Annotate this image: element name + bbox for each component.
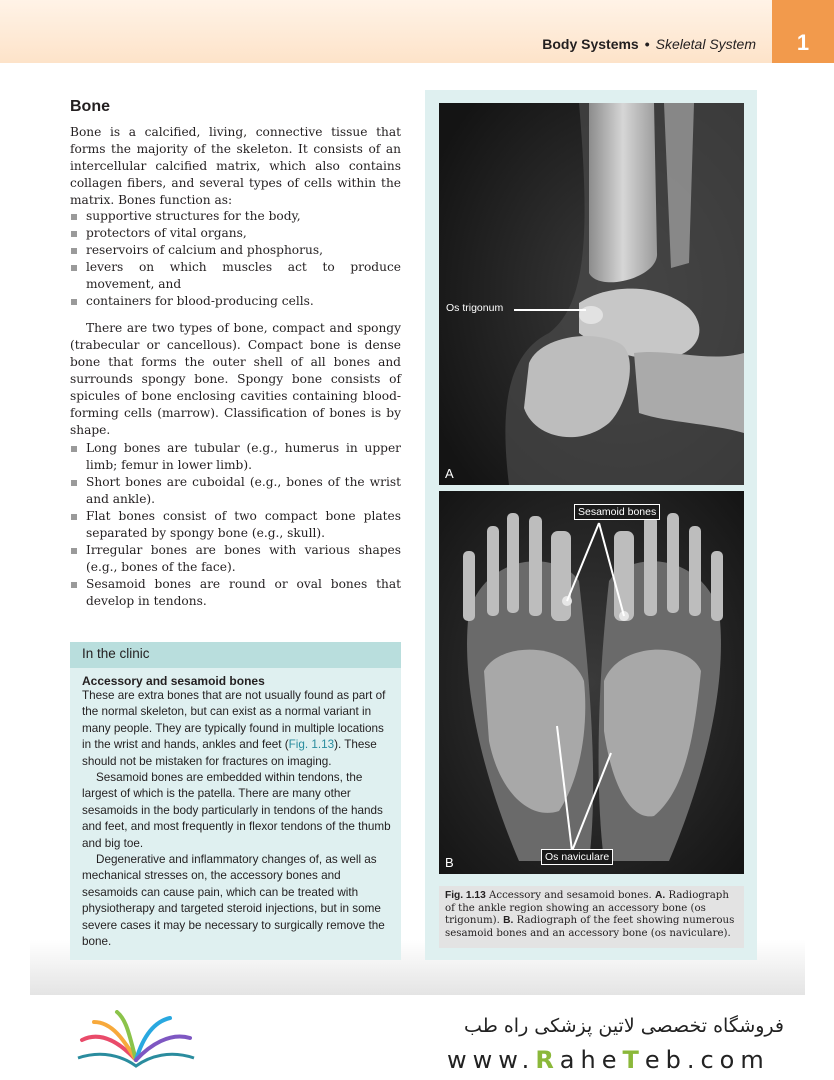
panel-b-label: B <box>445 855 454 870</box>
clinic-paragraph-1 <box>82 688 391 770</box>
list-item: Sesamoid bones are round or oval bones that develop in tendons. <box>70 576 401 610</box>
list-item: Short bones are cuboidal (e.g., bones of the wrist and ankle). <box>70 474 401 508</box>
figure-reference-link[interactable]: Fig. 1.13 <box>288 738 335 752</box>
ankle-xray-image <box>439 103 744 485</box>
running-header <box>542 36 756 52</box>
list-item: levers on which muscles act to produce movement, and <box>70 259 401 293</box>
clinic-p1-text: These are extra bones that are not usually found as part of the normal skeleton, but can exist as a normal variant in many people. They are typically found in multiple locations in the wrist and hands, ankles and feet ( <box>82 689 386 752</box>
feet-radiograph <box>439 491 744 874</box>
clinic-box <box>70 642 401 960</box>
intro-paragraph: Bone is a calcified, living, connective tissue that forms the majority of the skeleton. It consists of an intercellular calcified matrix, which also contains collagen fibers, and several types of cells within the matrix. Bones function as: <box>70 125 401 207</box>
feet-xray-image <box>439 491 744 874</box>
header-bullet: • <box>644 36 650 52</box>
list-item: supportive structures for the body, <box>70 208 401 225</box>
chapter-number-tab: 1 <box>772 0 834 63</box>
clinic-paragraph-3: Degenerative and inflammatory changes of, as well as mechanical stresses on, the accessory bones and sesamoids can cause pain, which can be treated with physiotherapy and targeted steroid injections, but in some severe cases it may be necessary to surgically remove the bone. <box>82 853 385 949</box>
list-item: protectors of vital organs, <box>70 225 401 242</box>
caption-b-text: Radiograph of the feet showing numerous sesamoid bones and an accessory bone (os naviculare). <box>445 915 735 939</box>
clinic-paragraph-2: Sesamoid bones are embedded within tendons, the largest of which is the patella. There are many other sesamoids in the body particularly in tendons of the hands and feet, and most frequently in flexor tendons of the thumb and big toe. <box>82 771 391 850</box>
list-item: Long bones are tubular (e.g., humerus in upper limb; femur in lower limb). <box>70 440 401 474</box>
url-part: T <box>622 1046 645 1074</box>
url-part: www. <box>447 1046 536 1074</box>
clinic-subtitle: Accessory and sesamoid bones <box>82 674 265 688</box>
callout-os-naviculare: Os naviculare <box>541 849 613 865</box>
url-part: eb.com <box>644 1046 770 1074</box>
store-url <box>447 1046 770 1074</box>
caption-intro: Accessory and sesamoid bones. <box>489 890 652 901</box>
url-part: R <box>535 1046 560 1074</box>
clinic-text <box>70 688 401 951</box>
list-item: containers for blood-producing cells. <box>70 293 401 310</box>
store-name-persian: فروشگاه تخصصی لاتین پزشکی راه طب <box>464 1015 784 1037</box>
section-heading: Bone <box>70 98 110 115</box>
caption-a-text: Radiograph of the ankle region showing an accessory bone (os trigonum). <box>445 890 729 927</box>
clinic-title: In the clinic <box>70 642 401 668</box>
list-item: reservoirs of calcium and phosphorus, <box>70 242 401 259</box>
ankle-radiograph <box>439 103 744 485</box>
callout-os-trigonum: Os trigonum <box>446 302 504 314</box>
header-subsystem: Skeletal System <box>655 36 756 52</box>
figure-caption <box>439 886 744 948</box>
bone-types-paragraph: There are two types of bone, compact and spongy (trabecular or cancellous). Compact bone is dense bone that forms the outer shell of all bones and surrounds spongy bone. Spongy bone consists of spicules of bone enclosing cavities containing blood-forming cells (marrow). Classification of bones is by shape. <box>70 321 401 437</box>
bone-functions-list <box>70 208 401 310</box>
list-item: Flat bones consist of two compact bone plates separated by spongy bone (e.g., skull). <box>70 508 401 542</box>
bone-shapes-list <box>70 440 401 610</box>
panel-a-label: A <box>445 466 454 481</box>
url-part: ahe <box>559 1046 623 1074</box>
caption-a-letter: A. <box>655 890 666 901</box>
header-band <box>0 0 772 63</box>
caption-figure-number: Fig. 1.13 <box>445 890 486 901</box>
list-item: Irregular bones are bones with various shapes (e.g., bones of the face). <box>70 542 401 576</box>
clinic-p1-text-end: ). These should not be mistaken for fractures on imaging. <box>82 738 377 768</box>
header-system: Body Systems <box>542 36 639 52</box>
caption-b-letter: B. <box>503 915 514 927</box>
book-logo-icon <box>72 1010 200 1070</box>
trigonum-pointer-line <box>514 309 586 311</box>
callout-sesamoid-bones: Sesamoid bones <box>574 504 660 520</box>
